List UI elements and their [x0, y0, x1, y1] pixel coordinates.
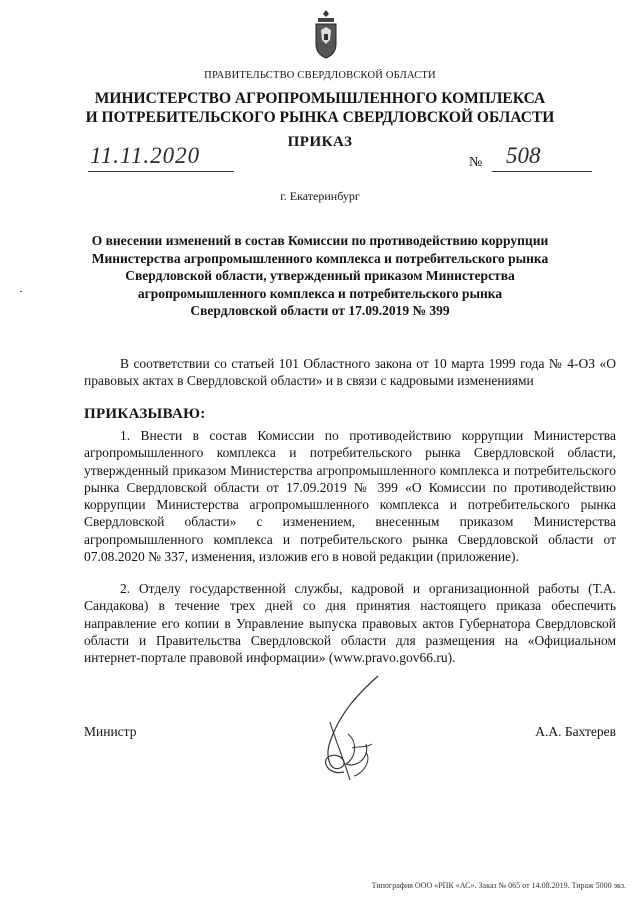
- preamble-paragraph: [84, 355, 616, 390]
- scan-speck: [20, 291, 22, 292]
- order-subject: [70, 232, 570, 320]
- subject-line-4: агропромышленного комплекса и потребительского рынка: [137, 285, 503, 301]
- coat-of-arms-emblem: [312, 8, 340, 64]
- signatory-name: А.А. Бахтерев: [535, 724, 616, 739]
- ministry-heading-line-2: И ПОТРЕБИТЕЛЬСКОГО РЫНКА СВЕРДЛОВСКОЙ ОБЛАСТИ: [85, 109, 555, 126]
- date-underline: [88, 170, 234, 172]
- order-item-2-text: 2. Отделу государственной службы, кадровой и организационной работы (Т.А. Сандакова) в течение трех дней со дня принятия настоящего приказа обеспечить направление его копии в Управление выпуска правовых актов Губернатора Свердловской области и Правительства Свердловской области для размещения на «Официальном интернет-портале правовой информации» (www.pravo.gov66.ru).: [84, 581, 616, 666]
- order-item-1-text: 1. Внести в состав Комиссии по противодействию коррупции Министерства агропромышленного комплекса и потребительского рынка Свердловской области, утвержденный приказом Министерства агропромышленного комплекса и потребительского рынка Свердловской области от 17.09.2019 № 399 «О Комиссии по противодействию коррупции Министерства агропромышленного комплекса и потребительского рынка Свердловской области» с изменением, внесенным приказом Министерства агропромышленного комплекса и потребительского рынка Свердловской области от 07.08.2020 № 337, изменения, изложив его в новой редакции (приложение).: [84, 428, 616, 565]
- ministry-heading-line-1: МИНИСТЕРСТВО АГРОПРОМЫШЛЕННОГО КОМПЛЕКСА: [94, 90, 546, 107]
- subject-line-2: Министерства агропромышленного комплекса и потребительского рынка: [91, 250, 549, 266]
- order-item-1: [84, 427, 616, 565]
- printer-imprint: Типография ООО «РПК «АС». Заказ № 065 от 14.08.2019. Тираж 5000 экз.: [371, 881, 626, 890]
- city-line: г. Екатеринбург: [280, 189, 360, 203]
- order-item-2: [84, 580, 616, 666]
- subject-line-5: Свердловской области от 17.09.2019 № 399: [190, 303, 450, 318]
- subject-line-1: О внесении изменений в состав Комиссии по противодействию коррупции: [91, 233, 549, 248]
- handwritten-signature: [300, 672, 400, 788]
- subject-line-3: Свердловской области, утвержденный приказом Министерства: [125, 268, 515, 283]
- ministry-heading: [0, 89, 640, 127]
- document-type: ПРИКАЗ: [287, 134, 353, 150]
- order-date-handwritten: 11.11.2020: [90, 143, 201, 168]
- order-number-handwritten: 508: [506, 143, 541, 168]
- government-heading: ПРАВИТЕЛЬСТВО СВЕРДЛОВСКОЙ ОБЛАСТИ: [204, 70, 436, 81]
- signatory-position: Министр: [84, 724, 137, 739]
- order-number-label: №: [469, 155, 483, 170]
- decree-word: ПРИКАЗЫВАЮ:: [84, 406, 206, 422]
- number-underline: [492, 170, 592, 172]
- preamble-text: В соответствии со статьей 101 Областного закона от 10 марта 1999 года № 4-ОЗ «О правовых актах в Свердловской области» и в связи с кадровыми изменениями: [84, 356, 616, 389]
